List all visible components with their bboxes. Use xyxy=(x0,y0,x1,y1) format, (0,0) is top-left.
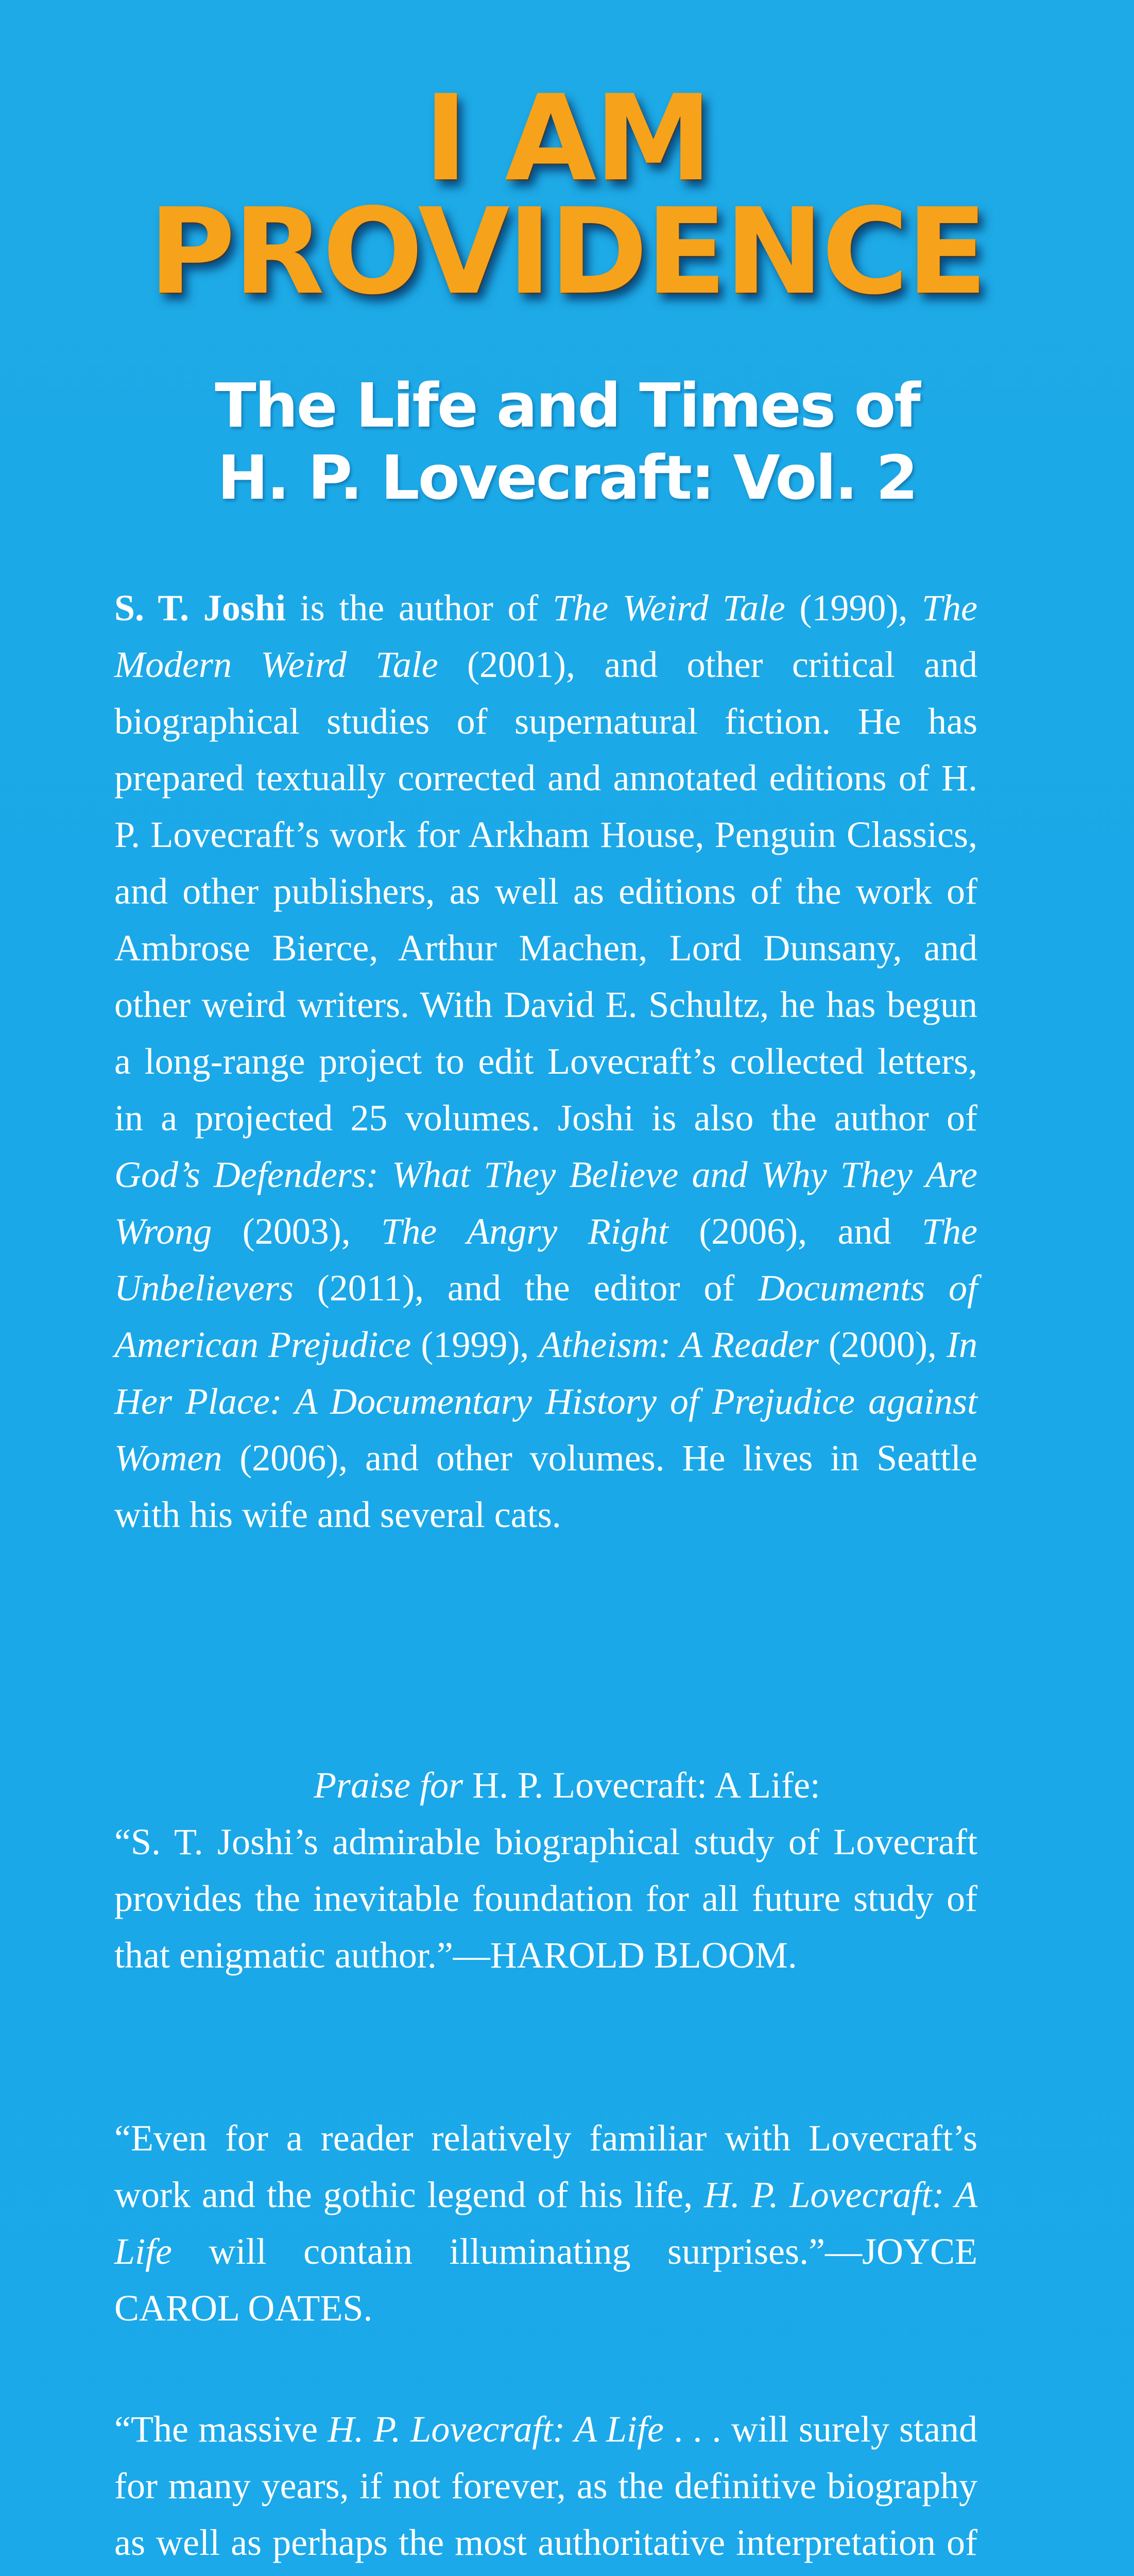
praise-heading-italic: Praise for xyxy=(314,1765,463,1806)
bio-text: (2001), and other critical and biographical studies of supernatural fiction. He has prepared textually corrected and annotated editions of H. P. Lovecraft’s work for Arkham House, Penguin Classics, and other publishers, as well as editions of the work of Ambrose Bierce, Arthur Machen, Lord Dunsany, and other weird writers. With David E. Schultz, he has begun a long-range project to edit Lovecraft’s collected letters, in a projected 25 volumes. Joshi is also the author of xyxy=(114,644,977,1139)
bio-text: is the author of xyxy=(285,587,553,629)
bio-text: (1999), xyxy=(411,1324,539,1365)
author-name: S. T. Joshi xyxy=(114,587,286,629)
review-quote-bloom: “S. T. Joshi’s admirable biographical study of Lovecraft provides the inevitable foundation for all future study of that enigmatic author.”—HAROLD BLOOM. xyxy=(114,1821,977,1976)
book-title: The Unbelievers xyxy=(114,1211,977,1309)
book-title: The Angry Right xyxy=(381,1211,668,1252)
author-bio xyxy=(114,580,977,1543)
subtitle-line-1: The Life and Times of xyxy=(215,370,919,441)
book-title: The Weird Tale xyxy=(553,587,785,629)
bio-text: (2006), and other volumes. He lives in Seattle with his wife and several cats. xyxy=(114,1437,977,1535)
bio-text: (2000), xyxy=(818,1324,947,1365)
title-line-2: PROVIDENCE xyxy=(148,183,986,321)
quote-text: “The massive xyxy=(114,2409,328,2450)
bio-text: (2011), and the editor of xyxy=(293,1267,759,1309)
bio-text: (2006), and xyxy=(668,1211,922,1252)
quote-text: . . . will surely stand for many years, if not forever, as the definitive biography as well as perhaps the most authoritative interpretation of xyxy=(114,2409,978,2563)
bio-text: (1990), xyxy=(785,587,922,629)
bio-text: (2003), xyxy=(212,1211,382,1252)
book-title: Documents of American Prejudice xyxy=(114,1267,978,1365)
subtitle-line-2: H. P. Lovecraft: Vol. 2 xyxy=(217,442,917,513)
quote-text: will contain illuminating surprises.”—JOYCE CAROL OATES. xyxy=(114,2231,977,2329)
review-quote-oates xyxy=(114,2110,977,2336)
book-title: The Modern Weird Tale xyxy=(114,587,977,685)
book-title: H. P. Lovecraft: A Life xyxy=(328,2409,664,2450)
praise-heading-text: H. P. Lovecraft: A Life: xyxy=(463,1765,820,1806)
book-title: God’s Defenders: What They Believe and Why They Are Wrong xyxy=(114,1154,977,1252)
praise-heading xyxy=(0,1757,1134,1814)
quote-text: “Even for a reader relatively familiar with Lovecraft’s work and the gothic legend of his life, xyxy=(114,2117,977,2215)
title-line-1: I AM xyxy=(423,70,711,208)
book-title: Atheism: A Reader xyxy=(539,1324,819,1365)
book-title: In Her Place: A Documentary History of Prejudice against Women xyxy=(114,1324,978,1479)
book-title: H. P. Lovecraft: A Life xyxy=(114,2174,978,2272)
review-quote-mullen xyxy=(114,2401,977,2576)
